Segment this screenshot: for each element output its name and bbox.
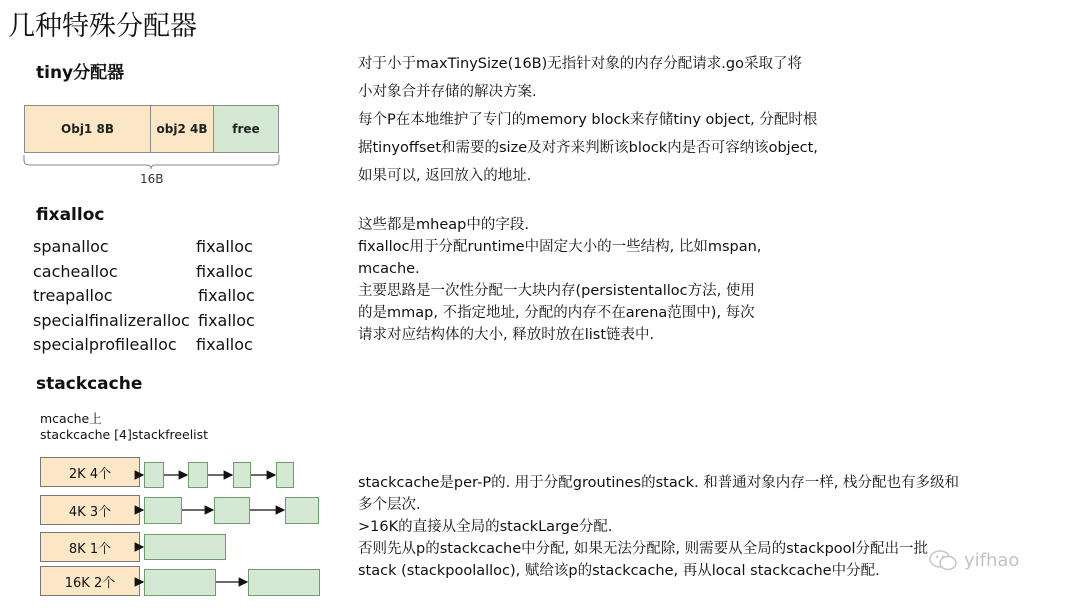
- watermark: [928, 548, 1019, 572]
- tiny-desc-line: 如果可以, 返回放入的地址.: [358, 168, 532, 184]
- tiny-desc-line: 每个P在本地维护了专门的memory block来存储tiny object, 分配时根: [358, 112, 818, 128]
- fixalloc-type: fixalloc: [196, 261, 253, 281]
- fixalloc-desc-line: mcache.: [358, 261, 420, 277]
- fixalloc-desc-line: 的是mmap, 不指定地址, 分配的内存不在arena范围中), 每次: [358, 305, 755, 321]
- fixalloc-type: fixalloc: [196, 237, 253, 256]
- tiny-desc-line: 小对象合并存储的解决方案.: [358, 84, 537, 100]
- fixalloc-name: treapalloc: [33, 286, 113, 305]
- size-class-8k: 8K 1个: [40, 532, 140, 562]
- page-title: 几种特殊分配器: [8, 11, 197, 42]
- freelist-arrows: [0, 0, 340, 608]
- size-label: 16B: [140, 172, 164, 186]
- stackcache-description: [358, 472, 959, 582]
- tiny-heading: tiny分配器: [36, 63, 125, 83]
- fixalloc-desc-line: 主要思路是一次性分配一大块内存(persistentalloc方法, 使用: [358, 283, 755, 299]
- stackcache-desc-line: 否则先从p的stackcache中分配, 如果无法分配除, 则需要从全局的stackpool分配出一批: [358, 541, 929, 557]
- stackcache-label-line2: stackcache [4]stackfreelist: [40, 427, 209, 442]
- fixalloc-heading: fixalloc: [36, 205, 105, 225]
- stackcache-heading: stackcache: [36, 374, 143, 394]
- tiny-desc-line: 对于小于maxTinySize(16B)无指针对象的内存分配请求.go采取了将: [358, 56, 802, 72]
- tiny-cell-free: free: [213, 105, 279, 153]
- fixalloc-name: specialprofilealloc: [33, 335, 177, 354]
- fixalloc-name: specialfinalizeralloc: [33, 310, 190, 330]
- size-class-16k: 16K 2个: [40, 566, 140, 596]
- stackcache-label-line1: mcache上: [40, 411, 102, 426]
- size-class-2k: 2K 4个: [40, 457, 140, 487]
- fixalloc-description: [358, 214, 761, 346]
- stackcache-desc-line: 多个层次.: [358, 497, 421, 513]
- fixalloc-desc-line: 这些都是mheap中的字段.: [358, 217, 529, 233]
- chat-bubble-icon: [928, 548, 958, 572]
- fixalloc-name: cachealloc: [33, 261, 118, 281]
- fixalloc-type: fixalloc: [196, 335, 253, 354]
- watermark-text: yifhao: [964, 549, 1020, 571]
- fixalloc-name: spanalloc: [33, 237, 109, 256]
- tiny-cell-obj2: obj2 4B: [150, 105, 214, 153]
- fixalloc-desc-line: fixalloc用于分配runtime中固定大小的一些结构, 比如mspan,: [358, 239, 762, 255]
- fixalloc-type: fixalloc: [198, 310, 255, 330]
- fixalloc-desc-line: 请求对应结构体的大小, 释放时放在list链表中.: [358, 327, 655, 343]
- stackcache-desc-line: >16K的直接从全局的stackLarge分配.: [358, 519, 613, 535]
- tiny-desc-line: 据tinyoffset和需要的size及对齐来判断该block内是否可容纳该object,: [358, 140, 818, 156]
- tiny-cell-obj1: Obj1 8B: [24, 105, 151, 153]
- fixalloc-type: fixalloc: [198, 286, 255, 305]
- size-class-4k: 4K 3个: [40, 495, 140, 525]
- stackcache-desc-line: stackcache是per-P的. 用于分配groutines的stack. 和普通对象内存一样, 栈分配也有多级和: [358, 475, 960, 491]
- stackcache-desc-line: stack (stackpoolalloc), 赋给该p的stackcache, 再从local stackcache中分配.: [358, 563, 880, 579]
- tiny-description: [358, 50, 818, 190]
